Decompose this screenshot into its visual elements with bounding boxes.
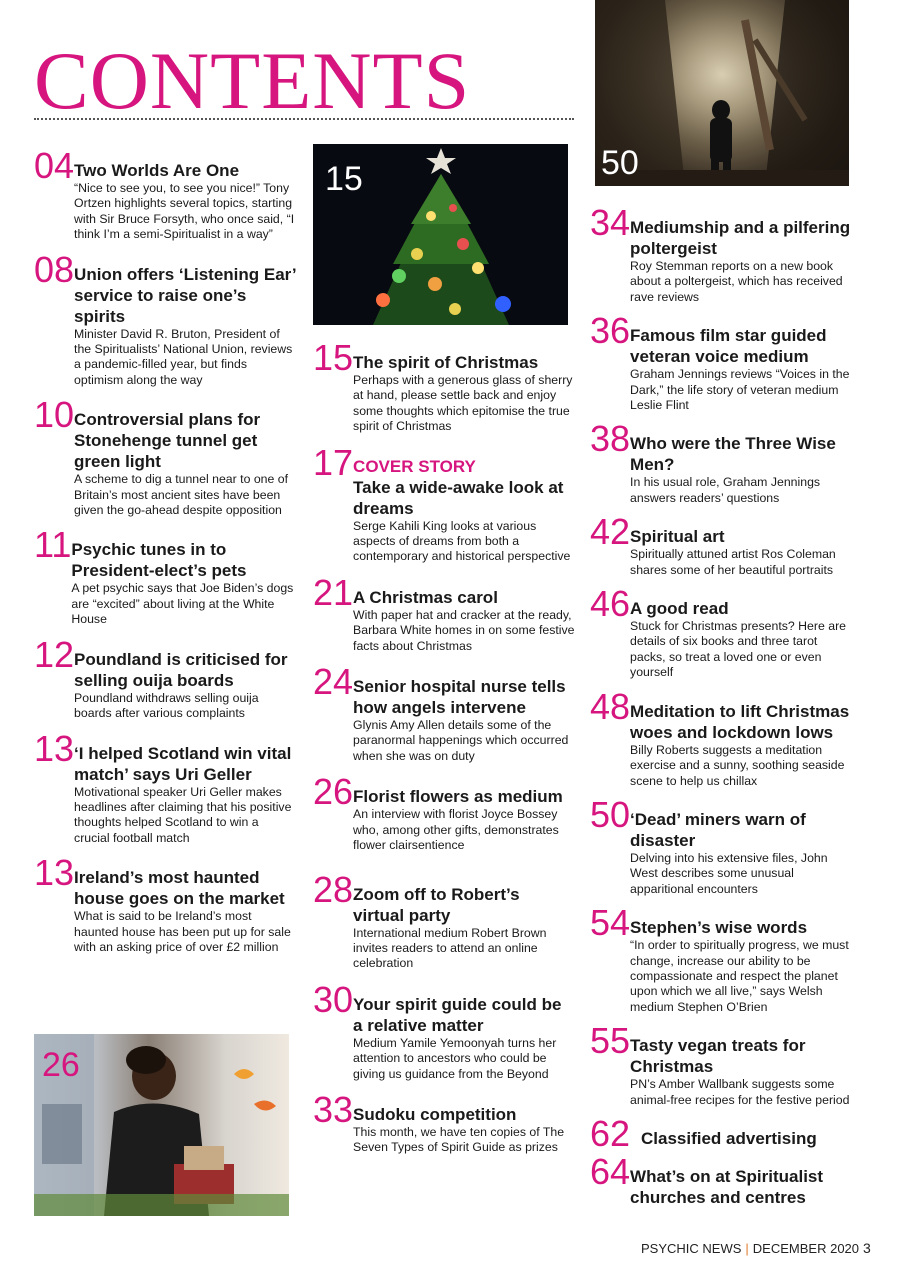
page-number: 50 — [590, 793, 631, 835]
page-number: 33 — [313, 1088, 354, 1130]
contents-column-right — [590, 202, 852, 1208]
page-number: 12 — [34, 633, 75, 675]
article-summary: Roy Stemman reports on a new book about a poltergeist, which has received rave reviews — [630, 259, 843, 304]
contents-entry[interactable] — [313, 571, 575, 654]
contents-entry[interactable] — [34, 145, 296, 243]
article-summary: International medium Robert Brown invites readers to attend an online celebration — [353, 925, 547, 971]
article-headline: Controversial plans for Stonehenge tunnel get green light — [74, 410, 261, 472]
contents-entry[interactable] — [313, 771, 575, 853]
article-headline: Classified advertising — [641, 1128, 817, 1148]
article-summary: A pet psychic says that Joe Biden’s dogs are “excited” about living at the White House — [71, 581, 294, 627]
article-summary: Medium Yamile Yemoonyah turns her attention to ancestors who could be giving us guidance from the Beyond — [353, 1035, 557, 1081]
contents-entry[interactable] — [590, 1112, 852, 1154]
contents-entry[interactable] — [313, 441, 575, 565]
photo-page-number: 50 — [601, 144, 639, 182]
contents-entry[interactable] — [313, 337, 575, 435]
article-summary: “Nice to see you, to see you nice!” Tony Ortzen highlights several topics, starting with Sir Bruce Forsyth, who once said, “I think I’m a semi-Spiritualist in a way” — [74, 181, 295, 242]
page-number: 46 — [590, 583, 631, 625]
page-number: 28 — [313, 868, 354, 910]
page-number: 04 — [34, 145, 75, 186]
page-number: 26 — [313, 771, 354, 813]
page-footer — [641, 1240, 871, 1256]
contents-entry[interactable] — [590, 202, 852, 305]
article-summary: What is said to be Ireland’s most haunted house has been put up for sale with an asking price of over £2 million — [74, 909, 291, 954]
article-headline: Senior hospital nurse tells how angels intervene — [353, 677, 566, 718]
issue-date: DECEMBER 2020 — [752, 1241, 860, 1256]
article-summary: This month, we have ten copies of The Seven Types of Spirit Guide as prizes — [353, 1124, 565, 1155]
contents-column-middle — [313, 337, 575, 1156]
article-headline: Mediumship and a pilfering poltergeist — [630, 218, 851, 258]
page-number: 48 — [590, 685, 631, 727]
article-summary: “In order to spiritually progress, we must change, increase our ability to be compassionate and respect the planet upon which we all live,” says Welsh medium Stephen O’Brien — [630, 938, 849, 1014]
page-number: 08 — [34, 248, 75, 290]
article-headline: Take a wide-awake look at dreams — [353, 477, 564, 518]
article-headline: Zoom off to Robert’s virtual party — [353, 884, 520, 925]
article-headline: ‘Dead’ miners warn of disaster — [630, 809, 806, 850]
page-number: 30 — [313, 978, 354, 1020]
contents-entry[interactable] — [34, 727, 296, 847]
mine-tunnel-photo — [595, 0, 849, 186]
article-summary: Graham Jennings reviews “Voices in the Dark,” the life story of veteran medium Leslie Flint — [630, 367, 850, 413]
article-headline: The spirit of Christmas — [353, 353, 539, 372]
article-summary: Glynis Amy Allen details some of the paranormal happenings which occurred when she was on duty — [353, 718, 569, 763]
article-headline: Poundland is criticised for selling ouija boards — [74, 649, 288, 690]
page-number: 15 — [313, 337, 354, 378]
photo-page-number: 26 — [42, 1046, 80, 1084]
contents-entry[interactable] — [313, 978, 575, 1082]
contents-entry[interactable] — [34, 852, 296, 955]
article-headline: Two Worlds Are One — [74, 161, 240, 180]
footer-separator: | — [745, 1241, 749, 1256]
contents-column-left — [34, 145, 296, 955]
page-number: 10 — [34, 394, 75, 436]
article-headline: Who were the Three Wise Men? — [630, 434, 836, 475]
article-summary: Spiritually attuned artist Ros Coleman shares some of her beautiful portraits — [630, 547, 836, 577]
page-number: 64 — [590, 1150, 631, 1192]
article-headline: What’s on at Spiritualist churches and centres — [630, 1166, 824, 1207]
article-summary: In his usual role, Graham Jennings answers readers’ questions — [630, 475, 821, 505]
contents-entry[interactable] — [590, 418, 852, 506]
page-number: 55 — [590, 1020, 631, 1062]
page-number: 38 — [590, 418, 631, 460]
christmas-tree-photo — [313, 144, 568, 325]
article-headline: Tasty vegan treats for Christmas — [630, 1036, 806, 1077]
article-summary: With paper hat and cracker at the ready, Barbara White homes in on some festive facts about Christmas — [353, 607, 575, 653]
contents-entry[interactable] — [590, 902, 852, 1015]
article-summary: Minister David R. Bruton, President of the Spiritualists’ National Union, reviews a pandemic-filled year, but finds optimism along the way — [74, 326, 293, 387]
page-number: 36 — [590, 310, 631, 352]
title-divider — [34, 118, 574, 120]
article-headline: Union offers ‘Listening Ear’ service to raise one’s spirits — [74, 264, 296, 326]
article-summary: Stuck for Christmas presents? Here are details of six books and three tarot packs, so treat a loved one or even yourself — [630, 619, 847, 680]
page-number: 17 — [313, 441, 354, 483]
article-headline: ‘I helped Scotland win vital match’ says Uri Geller — [74, 743, 292, 784]
contents-entry[interactable] — [34, 524, 296, 627]
contents-entry[interactable] — [590, 1150, 852, 1208]
article-summary: PN’s Amber Wallbank suggests some animal-free recipes for the festive period — [630, 1077, 850, 1107]
folio-page-number: 3 — [863, 1240, 871, 1256]
contents-entry[interactable] — [313, 1088, 575, 1156]
contents-entry[interactable] — [590, 793, 852, 897]
contents-entry[interactable] — [313, 868, 575, 972]
article-headline: Famous film star guided veteran voice medium — [630, 326, 827, 367]
page-number: 13 — [34, 852, 75, 894]
page-number: 11 — [34, 524, 72, 566]
contents-entry[interactable] — [590, 583, 852, 681]
article-headline: Sudoku competition — [353, 1104, 517, 1124]
florist-photo — [34, 1034, 289, 1216]
article-summary: Motivational speaker Uri Geller makes headlines after claiming that his positive thoughts helped Scotland to win a crucial football match — [74, 784, 292, 845]
page-number: 13 — [34, 727, 75, 769]
photo-page-number: 15 — [325, 160, 363, 198]
contents-entry[interactable] — [590, 310, 852, 413]
article-headline: Florist flowers as medium — [353, 787, 563, 807]
article-headline: Spiritual art — [630, 527, 725, 547]
page-number: 42 — [590, 511, 631, 553]
contents-entry[interactable] — [34, 633, 296, 722]
article-summary: Billy Roberts suggests a meditation exercise and a sunny, soothing seaside scene to help us chillax — [630, 742, 845, 788]
publication-name: PSYCHIC NEWS — [641, 1241, 742, 1256]
page-number: 34 — [590, 202, 631, 243]
cover-story-label: COVER STORY — [353, 456, 476, 476]
page-title: CONTENTS — [34, 35, 471, 126]
page-number: 24 — [313, 661, 354, 703]
contents-entry[interactable] — [34, 394, 296, 518]
contents-entry[interactable] — [590, 511, 852, 578]
article-headline: A Christmas carol — [353, 587, 498, 607]
article-headline: Your spirit guide could be a relative matter — [353, 994, 562, 1035]
article-headline: Meditation to lift Christmas woes and lockdown lows — [630, 701, 850, 742]
contents-entry[interactable] — [34, 248, 296, 389]
article-summary: A scheme to dig a tunnel near to one of Britain’s most ancient sites have been given the go-ahead despite opposition — [74, 472, 289, 518]
contents-entry[interactable] — [590, 685, 852, 789]
contents-entry[interactable] — [313, 661, 575, 764]
page-number: 54 — [590, 902, 631, 944]
article-headline: Psychic tunes in to President-elect’s pets — [71, 540, 247, 581]
article-headline: Stephen’s wise words — [630, 918, 808, 938]
article-summary: Serge Kahili King looks at various aspects of dreams from both a contemporary and historical perspective — [353, 518, 571, 564]
page-number: 21 — [313, 571, 354, 613]
article-headline: A good read — [630, 599, 729, 619]
article-summary: Poundland withdraws selling ouija boards after various complaints — [74, 690, 259, 721]
page-number: 62 — [590, 1112, 631, 1154]
article-summary: Perhaps with a generous glass of sherry at hand, please settle back and enjoy some thoughts which epitomise the true spirit of Christmas — [353, 373, 573, 434]
article-headline: Ireland’s most haunted house goes on the market — [74, 868, 285, 909]
article-summary: An interview with florist Joyce Bossey who, among other gifts, demonstrates flower clairsentience — [353, 807, 559, 853]
contents-entry[interactable] — [590, 1020, 852, 1108]
article-summary: Delving into his extensive files, John West describes some unusual apparitional encounters — [630, 850, 828, 896]
